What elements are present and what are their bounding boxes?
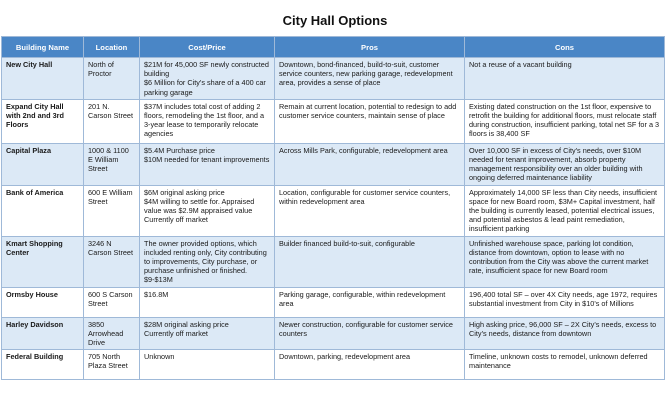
cell-text: 600 E William Street [88,187,133,206]
column-header: Building Name [2,37,84,58]
cell-text: Capital Plaza [6,145,52,155]
column-header: Pros [275,37,465,58]
cost-cell [140,317,275,350]
table-row [2,236,665,287]
cons-cell [465,236,665,287]
cell-text: 600 S Carson Street [88,289,133,308]
cell-text: Kmart Shopping Center [6,238,63,257]
cell-text: North of Proctor [88,60,114,79]
cell-text: $6 Million for City's share of a 400 car parking garage [144,78,266,97]
cell-text: Downtown, parking, redevelopment area [279,352,411,362]
table-row [2,143,665,185]
column-header: Cost/Price [140,37,275,58]
cell-text: Timeline, unknown costs to remodel, unknown deferred maintenance [469,352,648,371]
table-row [2,350,665,380]
location-cell [84,143,140,185]
cell-text: 3850 Arrowhead Drive [88,319,124,348]
building-name-cell [2,143,84,185]
cell-text: $4M willing to settle for. Appraised value was $2.9M appraised value [144,196,255,216]
cell-text: $37M includes total cost of adding 2 floors, remodeling the 1st floor, and a 3-year lease to temporarily relocate agencies [144,101,265,139]
cell-text: Existing dated construction on the 1st floor, expensive to retrofit the building for additional floors, must relocate staff during construction, insufficient parking, total net SF for a 3 floors is 38,400 SF [469,101,660,139]
options-table [1,36,665,380]
location-cell [84,99,140,143]
cost-cell [140,58,275,100]
cell-text: Harley Davidson [6,319,64,329]
pros-cell [275,58,465,100]
cell-text: Expand City Hall with 2nd and 3rd Floors [6,101,64,130]
location-cell [84,287,140,317]
table-row [2,185,665,236]
building-name-cell [2,317,84,350]
cell-text: Parking garage, configurable, within redevelopment area [279,289,446,308]
cost-cell [140,287,275,317]
pros-cell [275,350,465,380]
cell-text: Unfinished warehouse space, parking lot condition, distance from downtown, option to lease with no contribution from the City was above the current market rate, insufficient space for new Board room [469,238,649,276]
cell-text: Over 10,000 SF in excess of City's needs, over $10M needed for tenant improvement, absorb property management responsibility over an older building with ongoing deferred maintenance liability [469,145,643,183]
cost-cell [140,350,275,380]
cons-cell [465,317,665,350]
pros-cell [275,287,465,317]
page-title: City Hall Options [282,13,388,28]
cell-text: Downtown, bond-financed, build-to-suit, customer service counters, new parking garage, redevelopment area, provides a sense of place [279,60,453,88]
location-cell [84,236,140,287]
cell-text: Currently off market [144,328,208,338]
cons-cell [465,99,665,143]
building-name-cell [2,185,84,236]
cell-text: $21M for 45,000 SF newly constructed building [144,60,269,79]
cell-text: $16.8M [144,289,169,299]
cell-text: Unknown [144,352,175,362]
cell-text: Approximately 14,000 SF less than City needs, insufficient space for new Board room, $3M+ Capital investment, half the building is currently leased, potential electrical issues, and potential asbestos & lead paint remediation, insufficient parking [469,187,658,234]
table-header-row [2,37,665,58]
column-header: Location [84,37,140,58]
table-row [2,58,665,100]
cost-cell [140,185,275,236]
cost-cell [140,143,275,185]
cell-text: Bank of America [6,187,64,197]
building-name-cell [2,236,84,287]
cons-cell [465,350,665,380]
cell-text: Location, configurable for customer service counters, within redevelopment area [279,187,451,206]
cons-cell [465,143,665,185]
cell-text: Ormsby House [6,289,58,299]
cell-text: 705 North Plaza Street [88,352,128,371]
column-header: Cons [465,37,665,58]
cell-text: $6M original asking price [144,187,225,197]
table-row [2,99,665,143]
pros-cell [275,185,465,236]
pros-cell [275,99,465,143]
cell-text: 3246 N Carson Street [88,238,134,257]
building-name-cell [2,350,84,380]
cell-text: Remain at current location, potential to redesign to add customer service counters, maintain sense of place [279,101,457,121]
table-row [2,317,665,350]
table-row [2,287,665,317]
cell-text: Newer construction, configurable for customer service counters [279,319,453,338]
cost-cell [140,236,275,287]
cell-text: $28M original asking price [144,319,229,329]
location-cell [84,185,140,236]
building-name-cell [2,99,84,143]
cell-text: Federal Building [6,352,64,362]
cell-text: Builder financed build-to-suit, configurable [279,238,415,248]
building-name-cell [2,58,84,100]
pros-cell [275,317,465,350]
cell-text: New City Hall [6,60,53,69]
cell-text: Not a reuse of a vacant building [469,60,572,69]
cell-text: 1000 & 1100 E William Street [88,145,129,174]
building-name-cell [2,287,84,317]
cell-text: Currently off market [144,215,208,225]
cell-text: Across Mills Park, configurable, redevelopment area [279,145,448,155]
location-cell [84,58,140,100]
cell-text: 196,400 total SF – over 4X City needs, age 1972, requires substantial investment from City in $10's of Millions [469,289,658,308]
cell-text: 201 N. Carson Street [88,101,134,121]
cell-text: $10M needed for tenant improvements [144,155,270,165]
cell-text: High asking price, 96,000 SF – 2X City's needs, excess to City's needs, distance from downtown [469,319,657,338]
pros-cell [275,236,465,287]
cons-cell [465,185,665,236]
pros-cell [275,143,465,185]
cons-cell [465,287,665,317]
cell-text: $5.4M Purchase price [144,145,215,155]
cell-text: The owner provided options, which included renting only, City contributing to improvements, City purchase, or purchase unfinished or finished. $9-$13M [144,238,267,285]
cons-cell [465,58,665,100]
location-cell [84,350,140,380]
cost-cell [140,99,275,143]
location-cell [84,317,140,350]
